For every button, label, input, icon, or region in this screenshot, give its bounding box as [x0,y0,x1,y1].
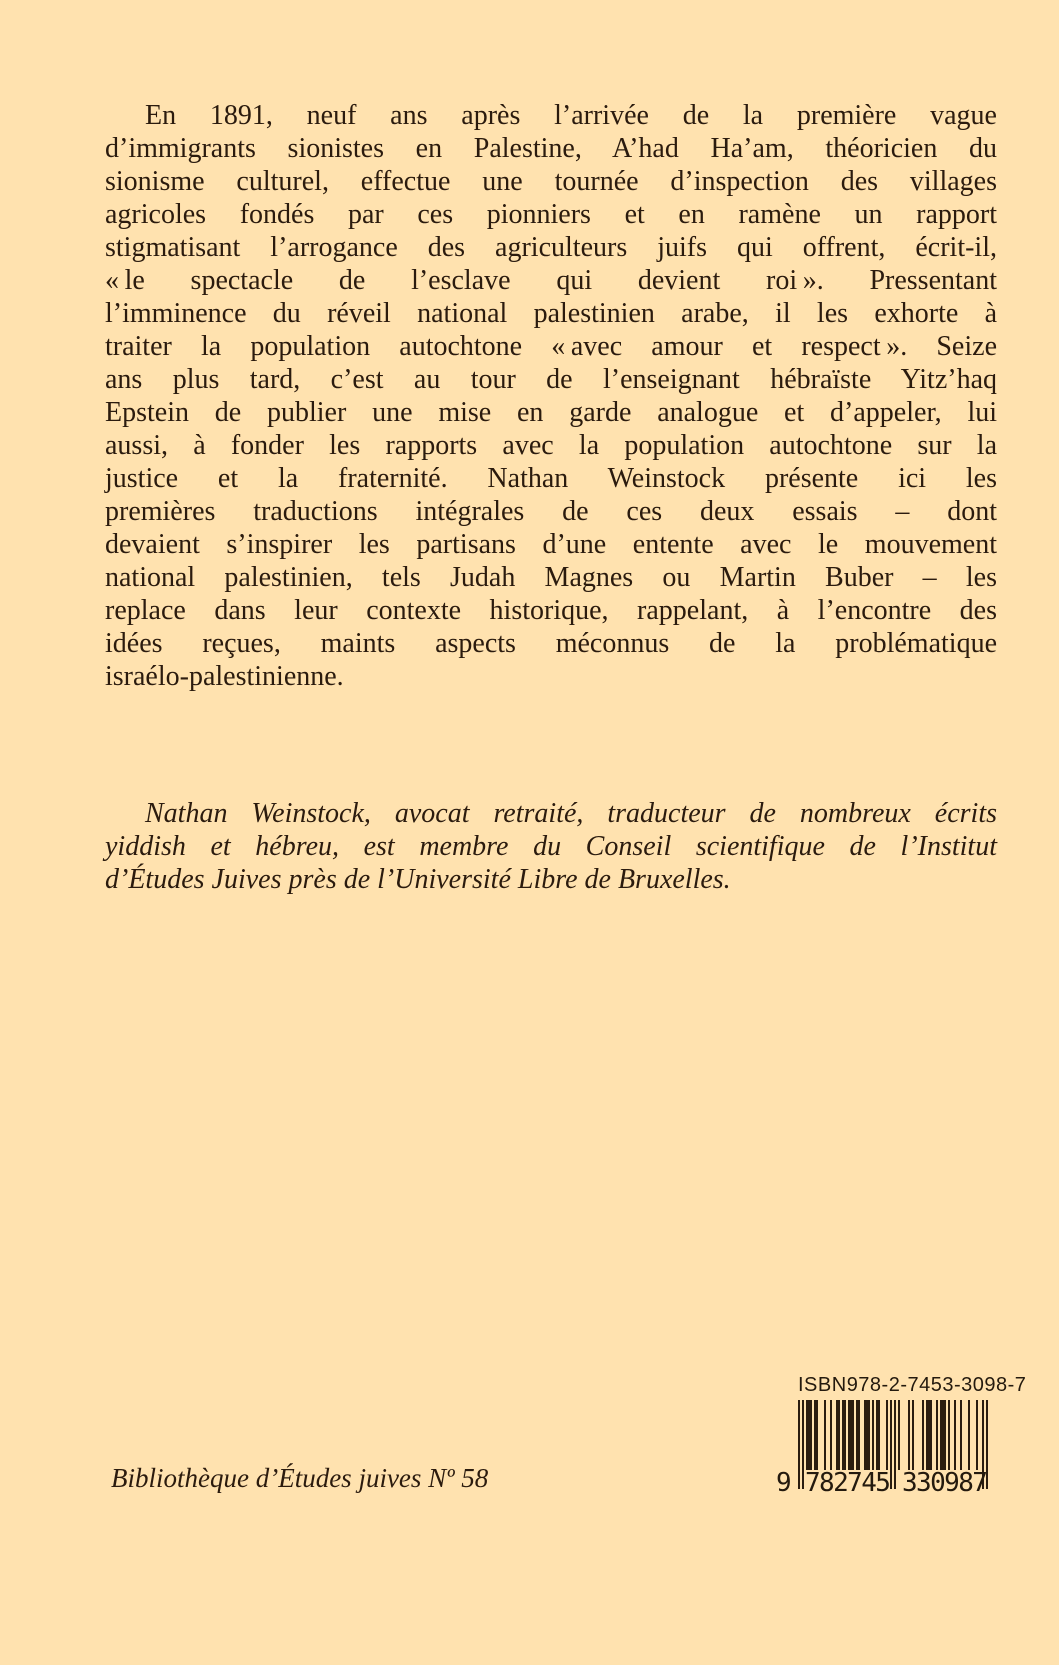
series-label: Bibliothèque d’Études juives Nº 58 [111,1463,489,1493]
isbn-label: ISBN [798,1374,847,1396]
synopsis-paragraph [105,99,997,693]
synopsis-line: d’immigrants sionistes en Palestine, A’had Ha’am, théoricien du [105,133,997,164]
bio-line: yiddish et hébreu, est membre du Conseil scientifique de l’Institut [105,831,997,862]
synopsis-line: sionisme culturel, effectue une tournée d’inspection des villages [105,166,997,197]
synopsis-line: devaient s’inspirer les partisans d’une entente avec le mouvement [105,529,997,560]
barcode-digit-first: 9 [776,1468,791,1498]
author-bio [105,797,997,896]
barcode-digits-left: 782745 [805,1468,890,1498]
synopsis-line: replace dans leur contexte historique, rappelant, à l’encontre des [105,595,997,626]
synopsis-line: premières traductions intégrales de ces deux essais – dont [105,496,997,527]
isbn-line [798,1374,1027,1397]
isbn-number: 978-2-7453-3098-7 [846,1374,1027,1396]
barcode-human-digits [776,1468,988,1498]
synopsis-line: l’imminence du réveil national palestinien arabe, il les exhorte à [105,298,997,329]
barcode-digits-right: 330987 [902,1468,987,1498]
synopsis-line: aussi, à fonder les rapports avec la population autochtone sur la [105,430,997,461]
isbn-barcode-block [776,1374,1027,1498]
synopsis-line: ans plus tard, c’est au tour de l’enseignant hébraïste Yitz’haq [105,364,997,395]
synopsis-line: traiter la population autochtone « avec amour et respect ». Seize [105,331,997,362]
synopsis-line: idées reçues, maints aspects méconnus de la problématique [105,628,997,659]
ean13-barcode [776,1400,988,1498]
synopsis-line: Epstein de publier une mise en garde analogue et d’appeler, lui [105,397,997,428]
bio-line: d’Études Juives près de l’Université Libre de Bruxelles. [105,864,731,895]
synopsis-line: israélo-palestinienne. [105,661,344,692]
synopsis-line: « le spectacle de l’esclave qui devient roi ». Pressentant [105,265,997,296]
synopsis-line: En 1891, neuf ans après l’arrivée de la première vague [145,100,997,131]
synopsis-line: national palestinien, tels Judah Magnes ou Martin Buber – les [105,562,997,593]
bio-line: Nathan Weinstock, avocat retraité, traducteur de nombreux écrits [145,798,997,829]
synopsis-line: agricoles fondés par ces pionniers et en ramène un rapport [105,199,997,230]
synopsis-line: stigmatisant l’arrogance des agriculteurs juifs qui offrent, écrit-il, [105,232,997,263]
synopsis-line: justice et la fraternité. Nathan Weinstock présente ici les [105,463,997,494]
